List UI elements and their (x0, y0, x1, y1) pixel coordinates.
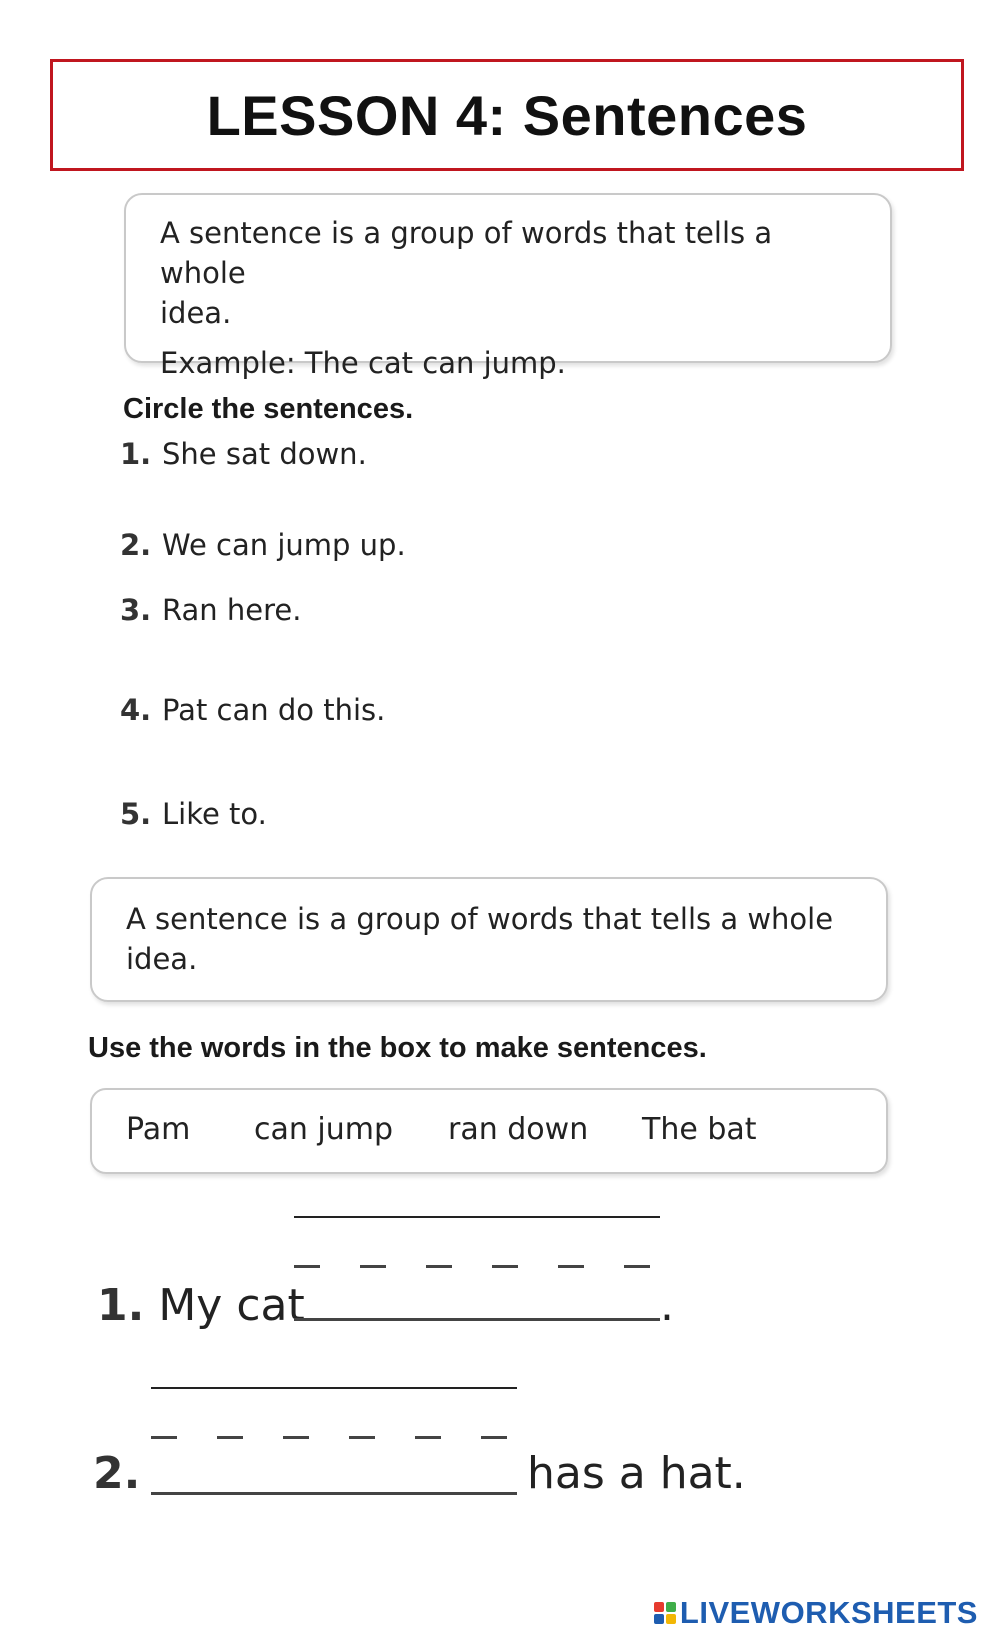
word-bank (90, 1088, 888, 1174)
definition-box-2 (90, 877, 888, 1002)
word-bank-item[interactable]: ran down (448, 1112, 589, 1147)
word-bank-item[interactable]: Pam (126, 1112, 191, 1147)
answer-line-1[interactable] (294, 1318, 660, 1321)
question-1-period: . (660, 1280, 674, 1331)
definition-line-2: idea. (160, 296, 232, 330)
item-text: Like to. (162, 797, 267, 831)
page-title: LESSON 4: Sentences (206, 83, 808, 147)
item-text: She sat down. (162, 437, 367, 471)
question-1 (97, 1280, 305, 1331)
question-number: 2. (93, 1448, 141, 1499)
logo-text: LIVEWORKSHEETS (679, 1595, 978, 1630)
title-box (50, 59, 964, 171)
writing-guide-dashed-line (151, 1436, 517, 1439)
sentence-item-3[interactable] (120, 593, 301, 627)
sentence-item-4[interactable] (120, 693, 385, 727)
writing-guide-top-line (151, 1387, 517, 1389)
item-number: 3. (120, 593, 152, 627)
definition-line-1: A sentence is a group of words that tells a whole (160, 216, 773, 290)
item-text: We can jump up. (162, 528, 406, 562)
sentence-item-2[interactable] (120, 528, 406, 562)
question-2-number (93, 1448, 140, 1499)
definition-line-2: idea. (126, 942, 198, 976)
word-bank-item[interactable]: can jump (254, 1112, 394, 1147)
logo-icon (654, 1602, 676, 1624)
definition-box-1 (124, 193, 892, 380)
answer-line-2[interactable] (151, 1492, 517, 1495)
word-bank-item[interactable]: The bat (642, 1112, 757, 1147)
question-1-prefix: My cat (158, 1280, 305, 1331)
item-text: Ran here. (162, 593, 302, 627)
definition-line-1: A sentence is a group of words that tells a whole (126, 902, 834, 936)
item-number: 1. (120, 437, 152, 471)
writing-guide-top-line (294, 1216, 660, 1218)
question-2-suffix: has a hat. (527, 1448, 746, 1499)
circle-instruction: Circle the sentences. (123, 393, 414, 425)
question-number: 1. (97, 1280, 145, 1331)
sentence-item-5[interactable] (120, 797, 267, 831)
make-sentences-instruction: Use the words in the box to make sentences. (88, 1032, 707, 1064)
item-text: Pat can do this. (162, 693, 386, 727)
item-number: 4. (120, 693, 152, 727)
liveworksheets-logo (654, 1595, 978, 1631)
writing-guide-dashed-line (294, 1265, 660, 1268)
item-number: 2. (120, 528, 152, 562)
item-number: 5. (120, 797, 152, 831)
definition-example: Example: The cat can jump. (160, 346, 566, 380)
sentence-item-1[interactable] (120, 437, 367, 471)
